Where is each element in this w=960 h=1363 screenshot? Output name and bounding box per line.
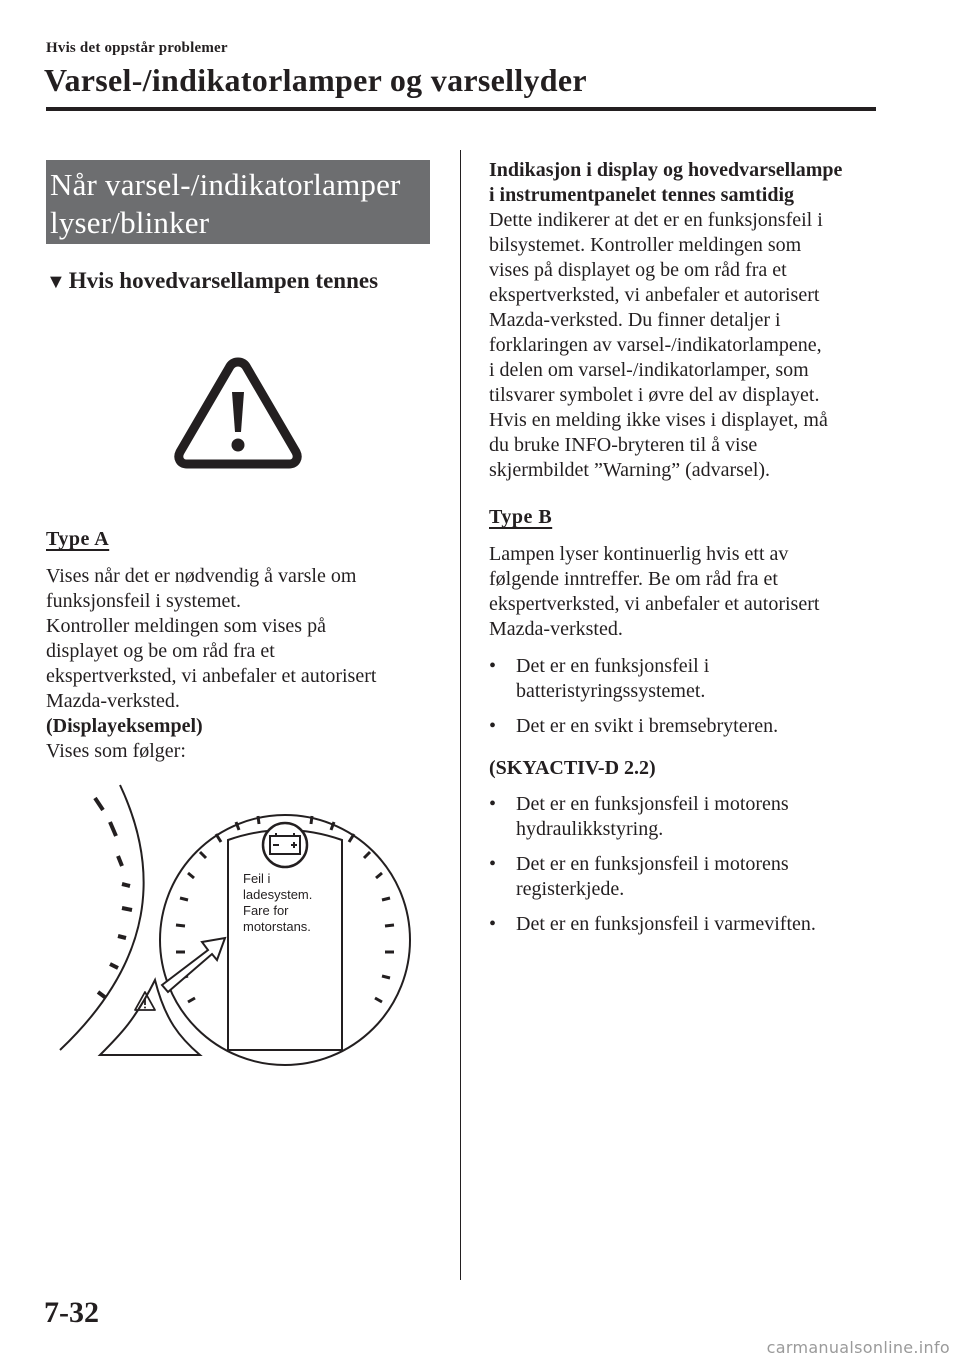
display-message-line: Feil i: [243, 871, 271, 886]
right-paragraph-line: ekspertverksted, vi anbefaler et autorisert: [489, 284, 820, 306]
type-a-line: funksjonsfeil i systemet.: [46, 590, 241, 612]
type-a-paragraph: [46, 564, 446, 764]
bullet-dot: •: [489, 793, 497, 815]
type-a-line: ekspertverksted, vi anbefaler et autorisert: [46, 665, 377, 687]
right-paragraph: [489, 208, 889, 483]
bullet-line1: Det er en funksjonsfeil i motorens: [516, 853, 789, 875]
warning-triangle-icon: [135, 992, 155, 1010]
breadcrumb: Hvis det oppstår problemer: [46, 40, 228, 56]
type-a-line: Kontroller meldingen som vises på: [46, 615, 326, 637]
bullet-line2: hydraulikkstyring.: [516, 818, 664, 840]
right-paragraph-line: Hvis en melding ikke vises i displayet, må: [489, 409, 828, 431]
right-paragraph-line: i delen om varsel-/indikatorlamper, som: [489, 359, 809, 381]
type-a-line: displayet og be om råd fra et: [46, 640, 275, 662]
bullet-line1: Det er en funksjonsfeil i: [516, 655, 710, 677]
left-gauge-arc: [60, 785, 144, 1050]
right-paragraph-line: Dette indikerer at det er en funksjonsfeil i: [489, 209, 823, 231]
arrow-icon: [162, 938, 225, 992]
triangle-marker-icon: ▼: [46, 271, 66, 293]
right-paragraph-line: Mazda-verksted. Du finner detaljer i: [489, 309, 781, 331]
section-heading-box: [46, 160, 430, 244]
right-paragraph-line: tilsvarer symbolet i øvre del av displayet.: [489, 384, 820, 406]
right-paragraph-line: bilsystemet. Kontroller meldingen som: [489, 234, 802, 256]
section-heading-line2: lyser/blinker: [50, 205, 210, 240]
left-gauge-ticks: [95, 798, 132, 998]
type-b-label: Type B: [489, 506, 553, 528]
page-number: 7-32: [44, 1296, 99, 1329]
instrument-cluster-illustration: [40, 780, 440, 1070]
warning-lamp-housing: [100, 980, 200, 1055]
right-paragraph-line: forklaringen av varsel-/indikatorlampene,: [489, 334, 822, 356]
display-example-label: (Displayeksempel): [46, 715, 203, 737]
bullet-dot: •: [489, 655, 497, 677]
type-a-line: Vises når det er nødvendig å varsle om: [46, 565, 357, 587]
watermark: carmanualsonline.info: [766, 1338, 950, 1357]
title-rule: [46, 107, 876, 111]
subsection-heading: [46, 268, 378, 294]
type-a-label: Type A: [46, 528, 110, 550]
bullet-item: [489, 912, 879, 937]
column-divider: [460, 150, 461, 1280]
bullet-dot: •: [489, 853, 497, 875]
subsection-heading-text: Hvis hovedvarsellampen tennes: [68, 268, 379, 293]
bullet-item: [489, 654, 879, 704]
type-b-line: Lampen lyser kontinuerlig hvis ett av: [489, 543, 789, 565]
type-b-line: følgende inntreffer. Be om råd fra et: [489, 568, 778, 590]
display-message-line: ladesystem.: [243, 887, 313, 902]
bullet-line2: batteristyringssystemet.: [516, 680, 706, 702]
type-a-line: Mazda-verksted.: [46, 690, 180, 712]
right-heading-line2: i instrumentpanelet tennes samtidig: [489, 184, 794, 206]
right-paragraph-line: vises på displayet og be om råd fra et: [489, 259, 787, 281]
type-b-paragraph: [489, 542, 889, 642]
type-b-line: Mazda-verksted.: [489, 618, 623, 640]
bullet-line1: Det er en svikt i bremsebryteren.: [516, 715, 779, 737]
page-title: Varsel-/indikatorlamper og varsellyder: [44, 62, 587, 98]
engine-label: (SKYACTIV-D 2.2): [489, 757, 656, 779]
master-warning-icon: [168, 352, 308, 472]
right-heading: [489, 158, 889, 208]
display-message-line: Fare for: [243, 903, 289, 918]
bullet-line1: Det er en funksjonsfeil i motorens: [516, 793, 789, 815]
bullet-item: [489, 714, 879, 739]
type-b-line: ekspertverksted, vi anbefaler et autorisert: [489, 593, 820, 615]
section-heading-line1: Når varsel-/indikatorlamper: [50, 167, 401, 202]
right-heading-line1: Indikasjon i display og hovedvarsellampe: [489, 159, 843, 181]
bullet-line2: registerkjede.: [516, 878, 625, 900]
display-message-line: motorstans.: [243, 919, 311, 934]
right-paragraph-line: skjermbildet ”Warning” (advarsel).: [489, 459, 771, 481]
bullet-item: [489, 792, 879, 842]
bullet-dot: •: [489, 715, 497, 737]
display-example-text: Vises som følger:: [46, 740, 186, 762]
bullet-line1: Det er en funksjonsfeil i varmeviften.: [516, 913, 816, 935]
right-paragraph-line: du bruke INFO-bryteren til å vise: [489, 434, 758, 456]
bullet-dot: •: [489, 913, 497, 935]
bullet-item: [489, 852, 879, 902]
